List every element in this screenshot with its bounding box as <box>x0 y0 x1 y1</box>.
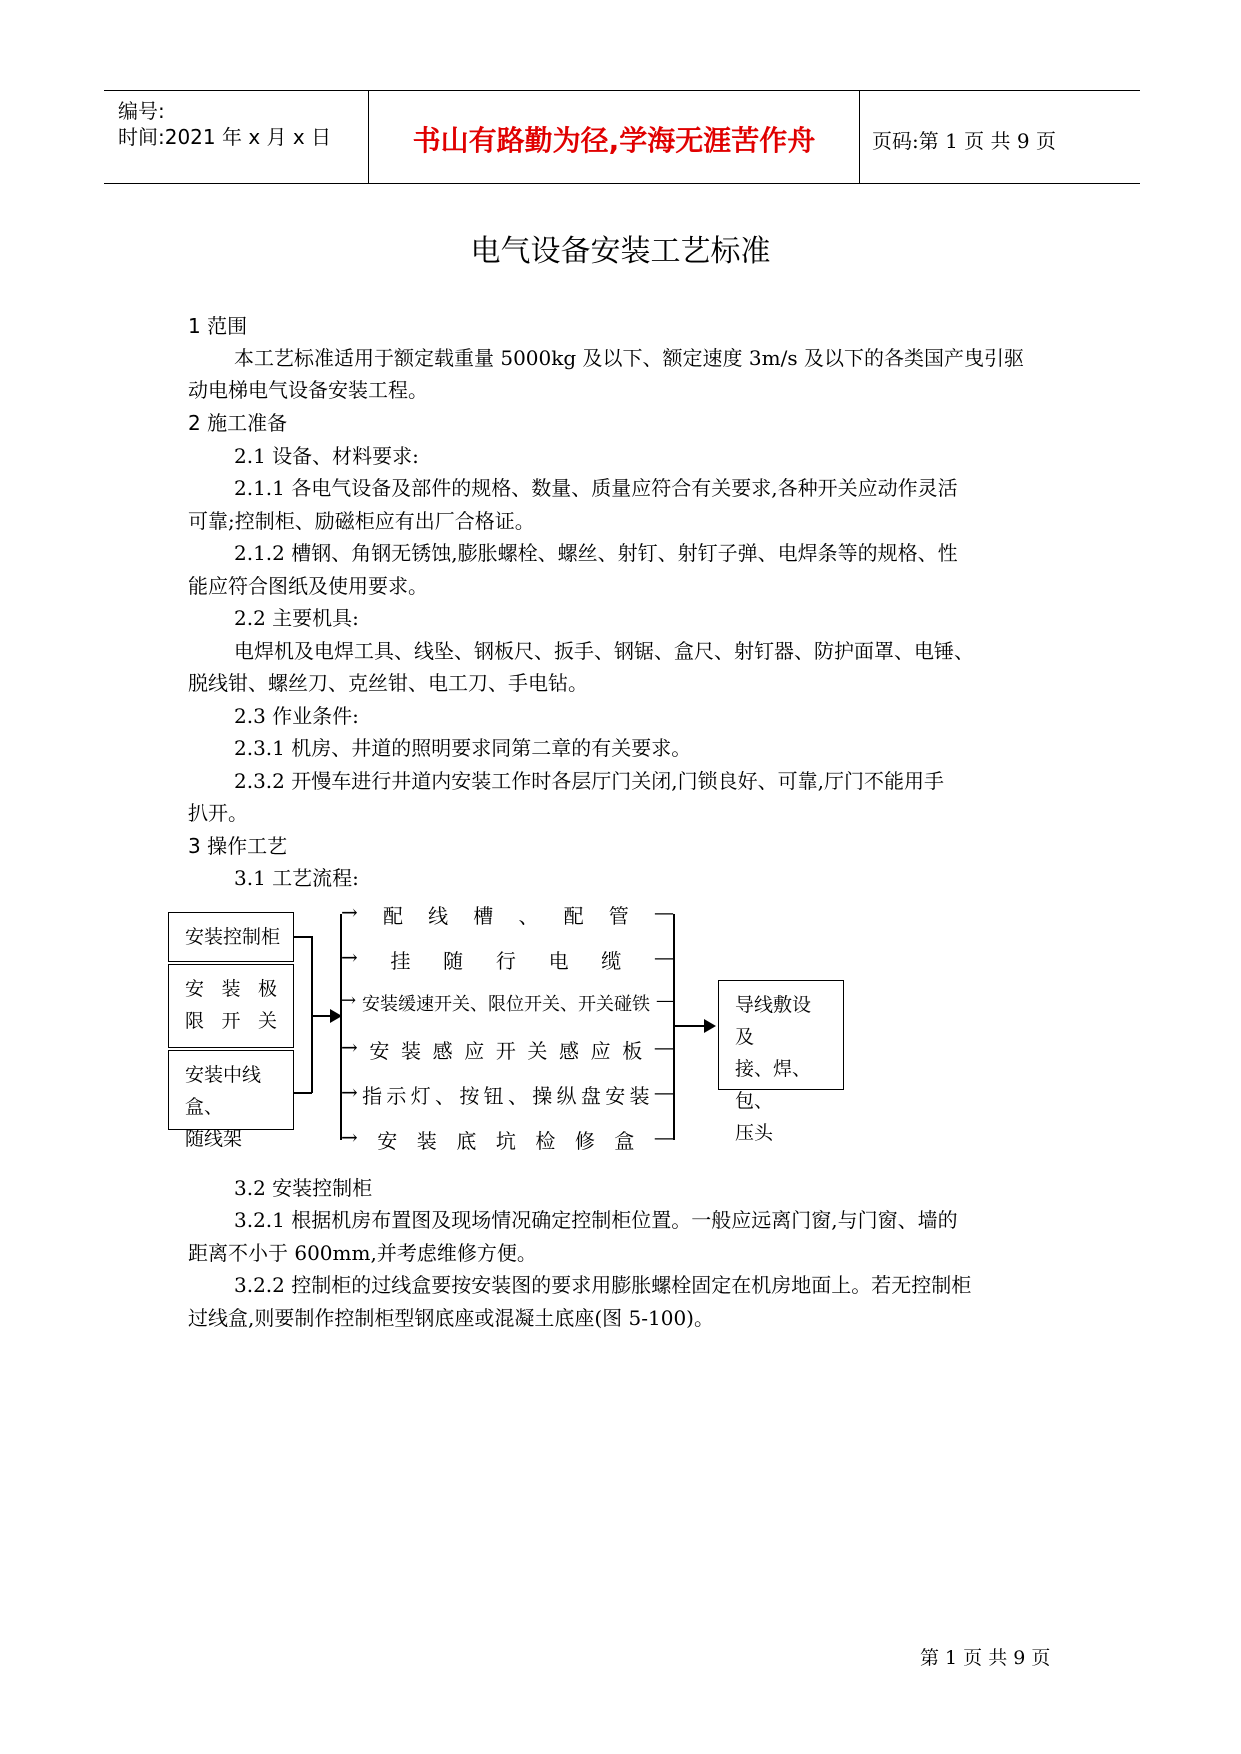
number-label: 编号: <box>118 99 165 123</box>
arrow-right-icon <box>704 1019 716 1033</box>
connector-line <box>674 1025 706 1027</box>
box-line: 安装中线盒、 <box>185 1064 262 1118</box>
flow-box-install-limit-switch <box>168 964 294 1048</box>
arrow-tick-icon: → <box>341 1080 358 1104</box>
flow-item-indicator-panel <box>341 1080 674 1109</box>
item-char: 随 <box>443 949 464 973</box>
box-char: 限 <box>185 1010 205 1032</box>
paragraph-line: 脱线钳、螺丝刀、克丝钳、电工刀、手电钻。 <box>188 671 588 695</box>
time-label: 时间:2021 年 x 月 x 日 <box>118 125 332 149</box>
connector-line <box>294 936 312 938</box>
flow-item-induction-plate <box>341 1035 674 1064</box>
paragraph-line: 扒开。 <box>188 801 248 825</box>
arrow-tick-icon: → <box>341 900 358 924</box>
item-char: 配 <box>382 904 403 928</box>
item-char: 板 <box>622 1039 643 1063</box>
item-char: 、 <box>518 904 539 928</box>
flow-item-traveling-cable <box>341 945 674 974</box>
paragraph-line: 2.1.2 槽钢、角钢无锈蚀,膨胀螺栓、螺丝、射钉、射钉子弹、电焊条等的规格、性 <box>234 541 958 565</box>
item-char: 行 <box>495 949 516 973</box>
item-text: 安装缓速开关、限位开关、开关碰铁 <box>362 994 651 1015</box>
arrow-tick-icon: → <box>341 1035 358 1059</box>
paragraph-line: 本工艺标准适用于额定载重量 5000kg 及以下、额定速度 3m/s 及以下的各类国产曳引驱 <box>234 346 1024 370</box>
paragraph-line: 2.3.1 机房、井道的照明要求同第二章的有关要求。 <box>234 736 692 760</box>
page-footer: 第 1 页 共 9 页 <box>920 1647 1051 1669</box>
page-number-label: 页码:第 1 页 共 9 页 <box>872 129 1056 153</box>
item-char: 装 <box>400 1039 421 1063</box>
box-char: 极 <box>257 978 277 1000</box>
subsection-heading: 3.2 安装控制柜 <box>234 1176 373 1200</box>
item-char: 装 <box>416 1129 437 1153</box>
item-char: 底 <box>456 1129 477 1153</box>
dash-tick-icon: — <box>653 945 674 969</box>
item-char: 装 <box>629 1084 650 1108</box>
paragraph-line: 可靠;控制柜、励磁柜应有出厂合格证。 <box>188 509 535 533</box>
arrow-tick-icon: → <box>341 1125 358 1149</box>
item-char: 纵 <box>556 1084 577 1108</box>
item-char: 安 <box>377 1129 398 1153</box>
item-char: 示 <box>386 1084 407 1108</box>
flow-box-install-junction-box <box>168 1050 294 1150</box>
box-char: 安 <box>185 978 205 1000</box>
item-char: 安 <box>605 1084 626 1108</box>
item-char: 、 <box>507 1084 528 1108</box>
subsection-heading: 2.2 主要机具: <box>234 606 359 630</box>
item-char: 挂 <box>390 949 411 973</box>
subsection-heading: 2.1 设备、材料要求: <box>234 444 419 468</box>
item-char: 、 <box>435 1084 456 1108</box>
item-char: 钮 <box>483 1084 504 1108</box>
box-char: 开 <box>221 1010 241 1032</box>
item-char: 槽 <box>473 904 494 928</box>
item-char: 安 <box>369 1039 390 1063</box>
section-heading: 2 施工准备 <box>188 411 288 435</box>
section-heading: 1 范围 <box>188 314 248 338</box>
box-line: 接、焊、包、 <box>735 1058 812 1112</box>
item-char: 管 <box>608 904 629 928</box>
item-char: 缆 <box>601 949 622 973</box>
box-line: 随线架 <box>185 1128 243 1150</box>
item-char: 修 <box>574 1129 595 1153</box>
section-heading: 3 操作工艺 <box>188 834 288 858</box>
item-char: 开 <box>495 1039 516 1063</box>
arrow-tick-icon: → <box>341 945 358 969</box>
arrow-tick-icon: → <box>341 990 357 1011</box>
item-char: 操 <box>532 1084 553 1108</box>
connector-line <box>312 1015 332 1017</box>
paragraph-line: 2.3.2 开慢车进行井道内安装工作时各层厅门关闭,门锁良好、可靠,厅门不能用手 <box>234 769 944 793</box>
dash-tick-icon: — <box>653 1035 674 1059</box>
item-char: 应 <box>590 1039 611 1063</box>
flow-item-switches <box>341 990 674 1016</box>
dash-tick-icon: — <box>653 1080 674 1104</box>
dash-tick-icon: — <box>656 990 674 1011</box>
dash-tick-icon: — <box>653 900 674 924</box>
item-char: 盒 <box>614 1129 635 1153</box>
paragraph-line: 3.2.1 根据机房布置图及现场情况确定控制柜位置。一般应远离门窗,与门窗、墙的 <box>234 1208 958 1232</box>
item-char: 感 <box>432 1039 453 1063</box>
item-char: 电 <box>548 949 569 973</box>
item-char: 指 <box>362 1084 383 1108</box>
paragraph-line: 动电梯电气设备安装工程。 <box>188 378 428 402</box>
item-char: 感 <box>559 1039 580 1063</box>
box-line: 导线敷设及 <box>735 994 812 1048</box>
paragraph-line: 2.1.1 各电气设备及部件的规格、数量、质量应符合有关要求,各种开关应动作灵活 <box>234 476 958 500</box>
item-char: 坑 <box>495 1129 516 1153</box>
flow-box-install-control-cabinet: 安装控制柜 <box>168 912 294 962</box>
paragraph-line: 距离不小于 600mm,并考虑维修方便。 <box>188 1241 537 1265</box>
item-char: 配 <box>563 904 584 928</box>
paragraph-line: 3.2.2 控制柜的过线盒要按安装图的要求用膨胀螺栓固定在机房地面上。若无控制柜 <box>234 1273 972 1297</box>
connector-line <box>294 1092 312 1094</box>
motto: 书山有路勤为径,学海无涯苦作舟 <box>412 124 816 157</box>
paragraph-line: 电焊机及电焊工具、线坠、钢板尺、扳手、钢锯、盒尺、射钉器、防护面罩、电锤、 <box>234 639 974 663</box>
subsection-heading: 3.1 工艺流程: <box>234 866 359 890</box>
item-char: 按 <box>459 1084 480 1108</box>
page-header <box>104 90 1140 184</box>
dash-tick-icon: — <box>653 1125 674 1149</box>
box-line: 压头 <box>735 1122 774 1144</box>
flow-item-trunking-conduit <box>341 900 674 929</box>
item-char: 灯 <box>410 1084 431 1108</box>
document-title: 电气设备安装工艺标准 <box>470 234 771 269</box>
box-char: 装 <box>221 978 241 1000</box>
flow-item-pit-box <box>341 1125 674 1154</box>
header-motto-cell <box>369 91 860 183</box>
item-char: 盘 <box>580 1084 601 1108</box>
subsection-heading: 2.3 作业条件: <box>234 704 359 728</box>
paragraph-line: 过线盒,则要制作控制柜型钢底座或混凝土底座(图 5-100)。 <box>188 1306 714 1330</box>
header-info-cell <box>104 91 369 183</box>
item-char: 关 <box>527 1039 548 1063</box>
flow-box-wiring <box>718 980 844 1144</box>
item-char: 检 <box>535 1129 556 1153</box>
box-char: 关 <box>257 1010 277 1032</box>
item-char: 应 <box>464 1039 485 1063</box>
item-char: 线 <box>428 904 449 928</box>
paragraph-line: 能应符合图纸及使用要求。 <box>188 574 428 598</box>
